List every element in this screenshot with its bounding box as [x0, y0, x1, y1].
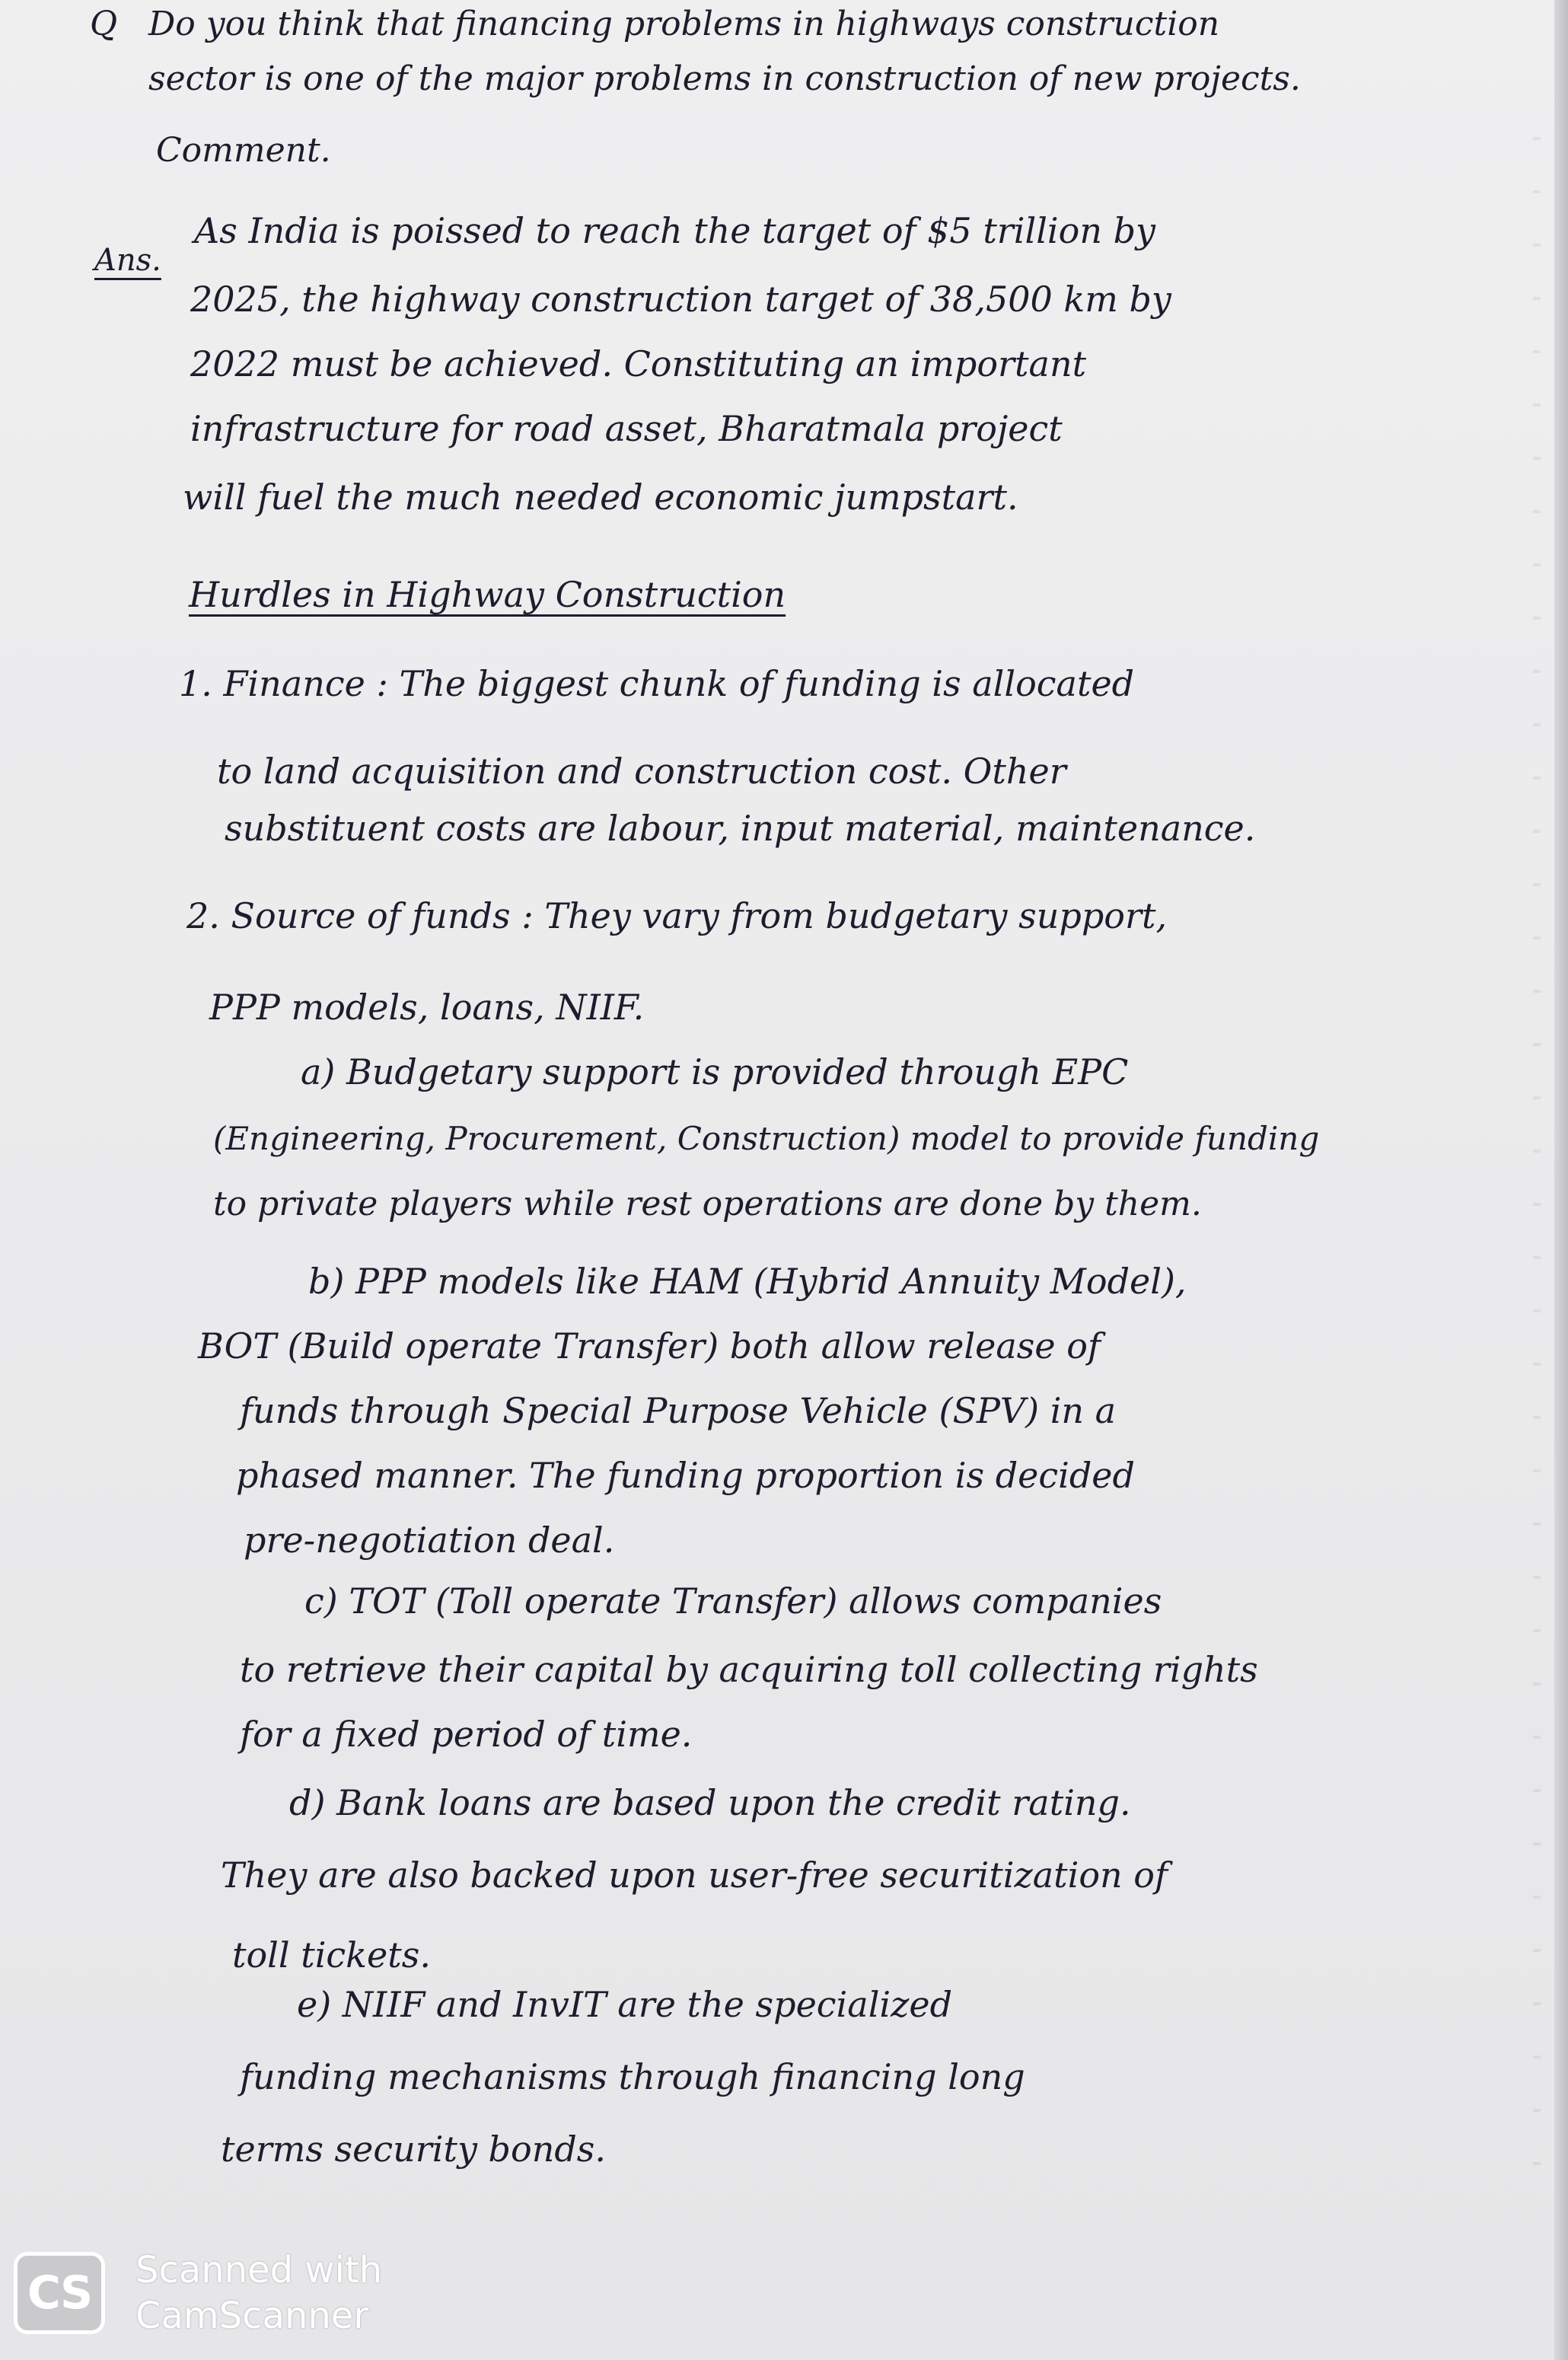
camscanner-logo-icon: CS: [14, 2252, 105, 2334]
intro-line-4: infrastructure for road asset, Bharatmala project: [190, 408, 1063, 449]
sub-b-line-1: b) PPP models like HAM (Hybrid Annuity Model),: [308, 1261, 1187, 1302]
intro-line-2: 2025, the highway construction target of 38,500 km by: [190, 279, 1171, 320]
sub-d-line-3: toll tickets.: [232, 1934, 431, 1976]
question-marker: Q: [90, 5, 118, 43]
intro-line-5: will fuel the much needed economic jumpstart.: [183, 477, 1018, 518]
sub-b-line-4: phased manner. The funding proportion is decided: [236, 1455, 1135, 1496]
sub-e-line-1: e) NIIF and InvIT are the specialized: [297, 1984, 953, 2025]
point1-line-1: 1. Finance : The biggest chunk of funding is allocated: [179, 663, 1135, 704]
question-line-2: sector is one of the major problems in construction of new projects.: [148, 59, 1301, 98]
camscanner-watermark: [14, 2246, 410, 2337]
binding-marks: [1533, 137, 1541, 2193]
sub-e-line-3: terms security bonds.: [221, 2129, 606, 2170]
sub-b-line-5: pre-negotiation deal.: [244, 1520, 615, 1561]
point2-line-2: PPP models, loans, NIIF.: [209, 987, 645, 1028]
point1-line-3: substituent costs are labour, input material, maintenance.: [225, 808, 1256, 849]
sub-b-line-3: funds through Special Purpose Vehicle (SPV) in a: [240, 1390, 1117, 1431]
sub-c-line-2: to retrieve their capital by acquiring toll collecting rights: [240, 1649, 1258, 1690]
sub-a-line-3: to private players while rest operations are done by them.: [213, 1185, 1202, 1223]
question-line-3: Comment.: [156, 131, 331, 170]
point2-line-1: 2. Source of funds : They vary from budgetary support,: [186, 895, 1168, 936]
answer-marker: Ans.: [94, 243, 161, 278]
section-heading: Hurdles in Highway Construction: [189, 574, 786, 615]
page-edge: [1554, 0, 1568, 2360]
intro-line-3: 2022 must be achieved. Constituting an important: [190, 343, 1087, 384]
intro-line-1: As India is poissed to reach the target of $5 trillion by: [194, 210, 1156, 251]
sub-d-line-2: They are also backed upon user-free securitization of: [221, 1855, 1168, 1896]
sub-a-line-1: a) Budgetary support is provided through EPC: [301, 1051, 1129, 1092]
sub-d-line-1: d) Bank loans are based upon the credit rating.: [289, 1782, 1131, 1823]
sub-e-line-2: funding mechanisms through financing long: [240, 2056, 1025, 2097]
point1-line-2: to land acquisition and construction cost. Other: [217, 751, 1066, 792]
sub-a-line-2: (Engineering, Procurement, Construction) model to provide funding: [213, 1120, 1320, 1157]
sub-c-line-3: for a fixed period of time.: [240, 1714, 693, 1755]
question-line-1: Do you think that financing problems in highways construction: [148, 5, 1220, 43]
watermark-line-2: CamScanner: [135, 2295, 369, 2337]
sub-b-line-2: BOT (Build operate Transfer) both allow release of: [198, 1325, 1101, 1367]
sub-c-line-1: c) TOT (Toll operate Transfer) allows companies: [304, 1580, 1162, 1622]
watermark-line-1: Scanned with: [135, 2249, 383, 2291]
